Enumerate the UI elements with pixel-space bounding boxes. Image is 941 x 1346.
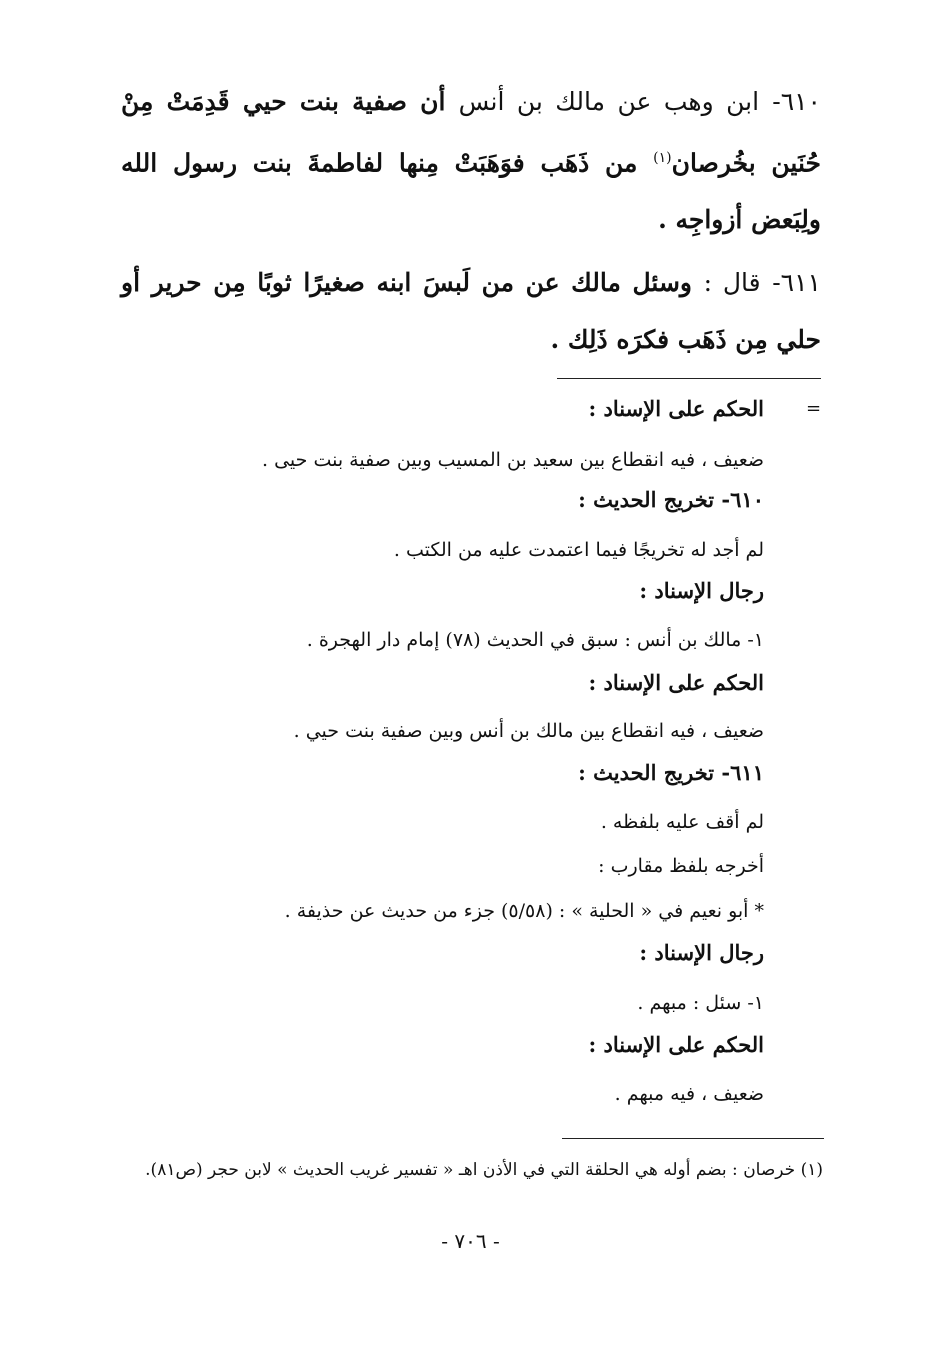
rijal-item: ١- مالك بن أنس : سبق في الحديث (٧٨) إمام دار الهجرة .	[306, 629, 764, 651]
hadith-qal: قال :	[703, 268, 761, 297]
takhrij-source: * أبو نعيم في « الحلية » : (٥/٥٨) جزء من حديث عن حذيفة .	[284, 900, 764, 922]
continuation-mark: =	[806, 398, 822, 419]
footnote-divider	[562, 1138, 824, 1139]
takhrij-text: أخرجه بلفظ مقارب :	[598, 855, 764, 877]
hadith-number: ٦١٠-	[772, 87, 821, 116]
hadith-611	[121, 254, 821, 368]
ruling-text: ضعيف ، فيه انقطاع بين سعيد بن المسيب وبين صفية بنت حيى .	[262, 449, 764, 471]
takhrij-heading: ٦١١- تخريج الحديث :	[578, 760, 764, 785]
rijal-heading: رجال الإسناد :	[639, 578, 764, 603]
hadith-narrator: ابن وهب عن مالك بن أنس	[458, 87, 760, 116]
hadith-text: أن صفية بنت حيي قَدِمَتْ مِنْ حُنَين بخُرصان	[121, 87, 821, 178]
footnote: (١) خرصان : بضم أوله هي الحلقة التي في الأذن اهـ « تفسير غريب الحديث » لابن حجر (ص٨١).	[145, 1160, 823, 1180]
ruling-text: ضعيف ، فيه انقطاع بين مالك بن أنس وبين صفية بنت حيي .	[293, 720, 764, 742]
takhrij-text: لم أقف عليه بلفظه .	[600, 811, 764, 833]
notes-divider	[557, 378, 821, 379]
hadith-text-continued: من ذَهَب فوَهَبَتْ مِنها لفاطمةَ بنت رسول الله ولِبَعض أزواجِه .	[121, 148, 821, 235]
rijal-heading: رجال الإسناد :	[639, 940, 764, 965]
takhrij-text: لم أجد له تخريجًا فيما اعتمدت عليه من الكتب .	[393, 539, 764, 561]
footnote-marker: (١)	[653, 150, 672, 166]
ruling-heading: الحكم على الإسناد :	[588, 1032, 764, 1057]
hadith-text: وسئل مالك عن من لَبسَ ابنه صغيرًا ثوبًا مِن حرير أو حلي مِن ذَهَب فكرَه ذَلِك .	[121, 268, 821, 354]
ruling-text: ضعيف ، فيه مبهم .	[614, 1083, 764, 1105]
page-number: - ٧٠٦ -	[441, 1229, 500, 1253]
hadith-number: ٦١١-	[772, 268, 821, 297]
takhrij-heading: ٦١٠- تخريج الحديث :	[578, 487, 764, 512]
ruling-heading: الحكم على الإسناد :	[588, 670, 764, 695]
rijal-item: ١- سئل : مبهم .	[637, 992, 764, 1014]
hadith-610	[121, 73, 821, 248]
ruling-heading: الحكم على الإسناد :	[588, 396, 764, 421]
